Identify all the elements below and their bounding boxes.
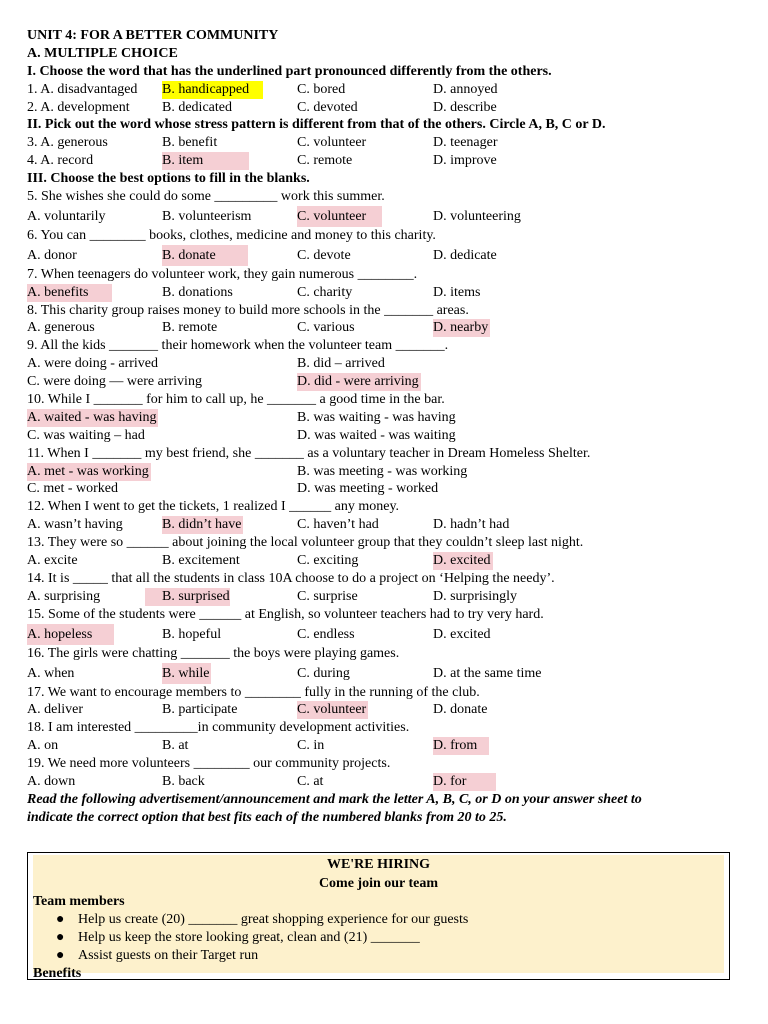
q3-option-c: C. volunteer xyxy=(297,135,367,151)
ad-bullet-3 xyxy=(56,947,724,965)
q6-option-c: C. devote xyxy=(297,247,351,263)
ad-bullet-3-text: Assist guests on their Target run xyxy=(78,948,259,963)
question-9-options-row2 xyxy=(27,373,737,391)
q9-option-b: B. did – arrived xyxy=(297,356,385,372)
q18-option-c: C. in xyxy=(297,738,325,754)
advertisement-panel xyxy=(33,855,724,981)
q19-option-a: A. down xyxy=(27,773,76,789)
q13-option-b: B. excitement xyxy=(162,553,240,569)
q11-option-c: C. met - worked xyxy=(27,481,118,497)
ad-bullet-2 xyxy=(56,929,724,947)
question-2-options xyxy=(27,99,737,117)
q5-option-d: D. volunteering xyxy=(433,208,521,224)
question-16-stem: 16. The girls were chatting _______ the boys were playing games. xyxy=(27,645,400,661)
q15-option-a: A. hopeless xyxy=(27,624,114,645)
q15-option-d: D. excited xyxy=(433,626,491,642)
q7-option-d: D. items xyxy=(433,284,481,300)
question-1-options xyxy=(27,81,737,99)
q11-option-d: D. was meeting - worked xyxy=(297,481,439,497)
q3-option-b: B. benefit xyxy=(162,135,218,151)
question-10-options-row2 xyxy=(27,427,737,445)
q19-option-b: B. back xyxy=(162,773,205,789)
q6-option-d: D. dedicate xyxy=(433,247,497,263)
q18-option-d: D. from xyxy=(433,737,489,755)
q14-option-c: C. surprise xyxy=(297,588,358,604)
q2-option-a: 2. A. development xyxy=(27,99,130,115)
ad-title: WE'RE HIRING xyxy=(326,857,431,872)
q4-option-b: B. item xyxy=(162,152,249,170)
question-7-options xyxy=(27,284,737,302)
q3-option-d: D. teenager xyxy=(433,135,498,151)
question-5-stem: 5. She wishes she could do some _________ work this summer. xyxy=(27,189,385,205)
question-6-options xyxy=(27,245,737,266)
part-1-instruction: I. Choose the word that has the underlined part pronounced differently from the others. xyxy=(27,63,552,79)
q5-option-a: A. voluntarily xyxy=(27,208,106,224)
worksheet xyxy=(27,27,737,827)
q9-option-d: D. did - were arriving xyxy=(297,374,419,390)
bullet-dot-icon: ● xyxy=(56,912,65,927)
q10-option-b: B. was waiting - was having xyxy=(297,409,456,425)
question-9-options-row1 xyxy=(27,355,737,373)
question-11-options-row2 xyxy=(27,480,737,498)
section-heading: A. MULTIPLE CHOICE xyxy=(27,45,178,61)
q16-option-a: A. when xyxy=(27,665,75,681)
bullet-dot-icon: ● xyxy=(56,930,65,945)
q1-option-a: 1. A. disadvantaged xyxy=(27,81,138,97)
question-19-options xyxy=(27,773,737,791)
q13-option-c: C. exciting xyxy=(297,553,359,569)
q17-option-d: D. donate xyxy=(433,702,488,718)
q12-option-c: C. haven’t had xyxy=(297,517,379,533)
question-18-options xyxy=(27,737,737,755)
ad-bullet-2-text: Help us keep the store looking great, clean and (21) _______ xyxy=(78,930,420,945)
unit-title: UNIT 4: FOR A BETTER COMMUNITY xyxy=(27,28,279,43)
q12-option-a: A. wasn’t having xyxy=(27,517,123,533)
q6-option-b: B. donate xyxy=(162,245,248,266)
hiring-advertisement xyxy=(27,852,730,980)
q5-option-b: B. volunteerism xyxy=(162,208,252,224)
ad-bullet-1 xyxy=(56,911,724,929)
question-16-options xyxy=(27,663,737,684)
q8-option-c: C. various xyxy=(297,320,355,336)
question-10-stem: 10. While I _______ for him to call up, he _______ a good time in the bar. xyxy=(27,392,445,408)
q1-option-d: D. annoyed xyxy=(433,81,498,97)
question-14-options xyxy=(27,588,737,606)
part-3-instruction: III. Choose the best options to fill in the blanks. xyxy=(27,171,310,187)
question-11-options-row1 xyxy=(27,463,737,481)
part-2-instruction: II. Pick out the word whose stress pattern is different from that of the others. Circle A, B, C or D. xyxy=(27,117,606,133)
q8-option-a: A. generous xyxy=(27,320,95,336)
q10-option-a: A. waited - was having xyxy=(27,409,157,425)
question-17-options xyxy=(27,701,737,719)
q6-option-a: A. donor xyxy=(27,247,77,263)
q9-option-c: C. were doing — were arriving xyxy=(27,374,202,390)
q14-option-d: D. surprisingly xyxy=(433,588,517,604)
q18-option-b: B. at xyxy=(162,738,189,754)
question-10-options-row1 xyxy=(27,409,737,427)
q17-option-c: C. volunteer xyxy=(297,702,367,718)
q15-option-c: C. endless xyxy=(297,626,355,642)
q7-option-b: B. donations xyxy=(162,284,233,300)
question-13-stem: 13. They were so ______ about joining the local volunteer group that they couldn’t sleep last night. xyxy=(27,535,584,551)
question-7-stem: 7. When teenagers do volunteer work, they gain numerous ________. xyxy=(27,266,418,282)
question-3-options xyxy=(27,134,737,152)
q17-option-b: B. participate xyxy=(162,702,238,718)
q10-option-c: C. was waiting – had xyxy=(27,427,145,443)
q11-option-a: A. met - was working xyxy=(27,463,149,479)
question-8-options xyxy=(27,319,737,337)
question-17-stem: 17. We want to encourage members to ________ fully in the running of the club. xyxy=(27,684,480,700)
question-6-stem: 6. You can ________ books, clothes, medicine and money to this charity. xyxy=(27,227,436,243)
question-11-stem: 11. When I _______ my best friend, she _______ as a voluntary teacher in Dream Homeless Shelter. xyxy=(27,445,591,461)
q3-option-a: 3. A. generous xyxy=(27,135,108,151)
bullet-dot-icon: ● xyxy=(56,948,65,963)
q18-option-a: A. on xyxy=(27,738,59,754)
question-18-stem: 18. I am interested _________in community development activities. xyxy=(27,720,410,736)
q12-option-b: B. didn’t have xyxy=(162,517,242,533)
ad-bullet-1-text: Help us create (20) _______ great shopping experience for our guests xyxy=(78,912,469,927)
q14-option-b: B. surprised xyxy=(145,588,230,606)
question-12-options xyxy=(27,516,737,534)
q16-option-c: C. during xyxy=(297,665,350,681)
q1-option-b: B. handicapped xyxy=(162,81,263,99)
q8-option-d: D. nearby xyxy=(433,320,489,336)
q12-option-d: D. hadn’t had xyxy=(433,517,510,533)
question-12-stem: 12. When I went to get the tickets, 1 realized I ______ any money. xyxy=(27,499,400,515)
q4-option-a: 4. A. record xyxy=(27,153,94,169)
q11-option-b: B. was meeting - was working xyxy=(297,463,468,479)
q2-option-c: C. devoted xyxy=(297,99,358,115)
q4-option-d: D. improve xyxy=(433,153,497,169)
question-13-options xyxy=(27,552,737,570)
question-9-stem: 9. All the kids _______ their homework when the volunteer team _______. xyxy=(27,338,449,354)
question-19-stem: 19. We need more volunteers ________ our community projects. xyxy=(27,756,391,772)
q16-option-d: D. at the same time xyxy=(433,665,542,681)
q7-option-c: C. charity xyxy=(297,284,353,300)
q10-option-d: D. was waited - was waiting xyxy=(297,427,456,443)
q1-option-c: C. bored xyxy=(297,81,346,97)
q5-option-c: C. volunteer xyxy=(297,206,382,227)
q9-option-a: A. were doing - arrived xyxy=(27,356,159,372)
reading-instruction-line-2: indicate the correct option that best fits each of the numbered blanks from 20 to 25. xyxy=(27,809,507,825)
question-8-stem: 8. This charity group raises money to build more schools in the _______ areas. xyxy=(27,302,469,318)
q19-option-d: D. for xyxy=(433,773,496,791)
question-4-options xyxy=(27,152,737,170)
q2-option-d: D. describe xyxy=(433,99,497,115)
q13-option-a: A. excite xyxy=(27,553,78,569)
q2-option-b: B. dedicated xyxy=(162,99,232,115)
question-15-options xyxy=(27,624,737,645)
q8-option-b: B. remote xyxy=(162,320,218,336)
q7-option-a: A. benefits xyxy=(27,284,112,302)
q15-option-b: B. hopeful xyxy=(162,626,222,642)
q13-option-d: D. excited xyxy=(433,553,491,569)
question-5-options xyxy=(27,206,737,227)
question-14-stem: 14. It is _____ that all the students in class 10A choose to do a project on ‘Helping the needy’. xyxy=(27,570,555,586)
reading-instruction-line-1: Read the following advertisement/announcement and mark the letter A, B, C, or D on your answer sheet to xyxy=(27,791,642,807)
q17-option-a: A. deliver xyxy=(27,702,83,718)
q16-option-b: B. while xyxy=(162,663,211,684)
benefits-label: Benefits xyxy=(33,966,82,981)
q4-option-c: C. remote xyxy=(297,153,353,169)
team-members-label: Team members xyxy=(33,894,125,909)
q19-option-c: C. at xyxy=(297,773,324,789)
ad-subtitle: Come join our team xyxy=(318,876,439,891)
q14-option-a: A. surprising xyxy=(27,588,101,604)
question-15-stem: 15. Some of the students were ______ at English, so volunteer teachers had to try very hard. xyxy=(27,606,544,622)
